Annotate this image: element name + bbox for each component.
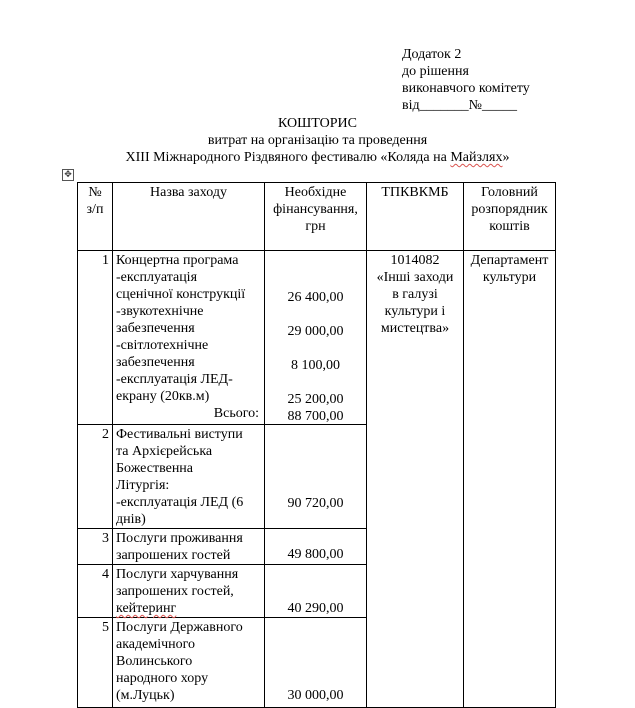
amount-value: 26 400,00 xyxy=(287,290,344,305)
header-funding xyxy=(265,183,367,251)
row-name-line: екрану (20кв.м) xyxy=(116,389,210,404)
row-name-line: Послуги Державного xyxy=(116,620,243,635)
manager-line: культури xyxy=(482,270,537,285)
header-name: Назва заходу xyxy=(113,183,265,251)
row-total-label: Всього: xyxy=(213,406,259,421)
row-name xyxy=(113,565,265,618)
row-amounts xyxy=(265,251,367,425)
code-line: мистецтва» xyxy=(380,321,450,336)
row-name xyxy=(113,251,265,425)
header-manager-line-1: Головний xyxy=(481,185,538,200)
row-name-line: Божественна xyxy=(116,461,194,476)
row-name-line: -звукотехнічне xyxy=(116,304,204,319)
amount-value: 40 290,00 xyxy=(287,601,344,616)
appendix-line-2: до рішення xyxy=(402,64,469,79)
header-funding-line-2: фінансування, xyxy=(273,202,358,217)
appendix-block xyxy=(402,46,602,114)
row-name-line: сценічної конструкції xyxy=(116,287,246,302)
manager-line: Департамент xyxy=(470,253,549,268)
row-amounts xyxy=(265,425,367,529)
row-number: 5 xyxy=(78,618,113,708)
row-number: 4 xyxy=(78,565,113,618)
row-name-line: запрошених гостей, xyxy=(116,584,234,599)
row-name-line: днів) xyxy=(116,512,146,527)
amount-value: 25 200,00 xyxy=(287,392,344,407)
table-header-row xyxy=(78,183,556,251)
code-cell xyxy=(367,251,464,708)
code-line: «Інші заходи xyxy=(376,270,454,285)
header-manager xyxy=(464,183,556,251)
row-name-line: запрошених гостей xyxy=(116,548,231,563)
document-subtitle: витрат на організацію та проведення xyxy=(207,133,428,148)
appendix-line-1: Додаток 2 xyxy=(402,47,462,62)
row-name xyxy=(113,618,265,708)
row-name-line: та Архієрейська xyxy=(116,444,213,459)
row-name-line: -експлуатація xyxy=(116,270,198,285)
row-name-line: Послуги проживання xyxy=(116,531,243,546)
row-name-line: кейтеринг xyxy=(116,601,177,616)
amount-value: 49 800,00 xyxy=(287,547,344,562)
code-line: культури і xyxy=(384,304,446,319)
row-amounts xyxy=(265,565,367,618)
document-title: КОШТОРИС xyxy=(278,116,357,131)
row-number: 3 xyxy=(78,529,113,565)
row-name-line: академічного xyxy=(116,637,196,652)
amount-value: 30 000,00 xyxy=(287,688,344,703)
row-amounts xyxy=(265,529,367,565)
row-number: 1 xyxy=(78,251,113,425)
header-num-line-1: № xyxy=(88,185,102,200)
row-name xyxy=(113,529,265,565)
festival-line xyxy=(0,149,635,166)
header-manager-line-2: розпорядник xyxy=(471,202,548,217)
row-number: 2 xyxy=(78,425,113,529)
header-funding-line-3: грн xyxy=(305,219,326,234)
appendix-line-4: від_______№_____ xyxy=(402,98,517,113)
table-row xyxy=(78,251,556,425)
row-name-line: (м.Луцьк) xyxy=(116,688,175,703)
row-name-line: народного хору xyxy=(116,671,209,686)
row-name-line: Фестивальні виступи xyxy=(116,427,243,442)
row-name-line: -світлотехнічне xyxy=(116,338,209,353)
table-move-handle-icon[interactable]: ✥ xyxy=(62,169,74,181)
row-name xyxy=(113,425,265,529)
festival-suffix: » xyxy=(502,150,510,165)
manager-cell xyxy=(464,251,556,708)
amount-total-value: 88 700,00 xyxy=(287,409,344,424)
festival-prefix: XIII Міжнародного Різдвяного фестивалю «Коляда на xyxy=(125,150,451,165)
code-line: 1014082 xyxy=(390,253,440,268)
header-num xyxy=(78,183,113,251)
row-amounts xyxy=(265,618,367,708)
row-name-line: Концертна програма xyxy=(116,253,239,268)
row-name-line: забезпечення xyxy=(116,355,195,370)
row-name-line: Волинського xyxy=(116,654,193,669)
code-line: в галузі xyxy=(392,287,438,302)
row-name-line: Послуги харчування xyxy=(116,567,239,582)
header-num-line-2: з/п xyxy=(86,202,104,217)
amount-value: 8 100,00 xyxy=(291,358,340,373)
row-name-line: -експлуатація ЛЕД (6 xyxy=(116,495,244,510)
row-name-line: -експлуатація ЛЕД- xyxy=(116,372,233,387)
amount-value: 90 720,00 xyxy=(287,496,344,511)
appendix-line-3: виконавчого комітету xyxy=(402,81,530,96)
amount-value: 29 000,00 xyxy=(287,324,344,339)
header-manager-line-3: коштів xyxy=(489,219,530,234)
header-code: ТПКВКМБ xyxy=(367,183,464,251)
estimate-table xyxy=(77,182,556,708)
row-name-line: забезпечення xyxy=(116,321,195,336)
header-funding-line-1: Необхідне xyxy=(284,185,347,200)
row-name-line: Літургія: xyxy=(116,478,170,493)
festival-highlight: Майзлях xyxy=(450,150,503,165)
